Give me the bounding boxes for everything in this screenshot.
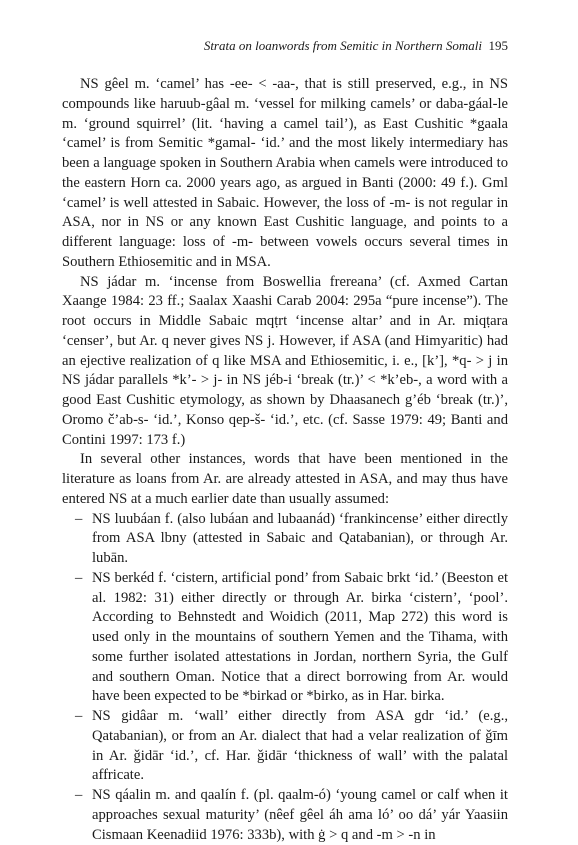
list-item-text: NS gidâar m. ‘wall’ either directly from ASA gdr ‘id.’ (e.g., Qatabanian), or from an Ar. dialect that had a velar realization of ǧīm in Ar. ǧidār ‘id.’, cf. Har. ǧidār ‘thickness of wall’ with the palatal affricate. (92, 708, 508, 783)
running-title: Strata on loanwords from Semitic in Northern Somali (204, 38, 482, 54)
list-dash: – (75, 510, 82, 530)
list-item (62, 510, 508, 569)
list-dash: – (75, 786, 82, 806)
paragraph-gel: NS gêel m. ‘camel’ has -ee- < -aa-, that is still preserved, e.g., in NS compounds like haruub-gâal m. ‘vessel for milking camels’ or daba-gáal-le m. ‘ground squirrel’ (lit. ‘having a camel tail’), as East Cushitic *gaala ‘camel’ is from Semitic *gamal- ‘id.’ and the most likely intermediary has been a language spoken in Southern Arabia when camels were introduced to the eastern Horn ca. 2000 years ago, as argued in Banti (2000: 49 f.). Gml ‘camel’ is well attested in Sabaic. However, the loss of -m- is not regular in ASA, nor in NS or any known East Cushitic language, and points to a different language: loss of -m- between vowels occurs several times in Southern Ethiosemitic and in MSA. (62, 75, 508, 273)
list-item-text: NS luubáan f. (also lubáan and lubaanád) ‘frankincense’ either directly from ASA lbny (attested in Sabaic and Qatabanian), or through Ar. lubān. (92, 511, 508, 567)
paragraph-jadar: NS jádar m. ‘incense from Boswellia frereana’ (cf. Axmed Cartan Xaange 1984: 23 ff.; Saalax Xaashi Carab 2004: 295a “pure incense”). The root occurs in Middle Sabaic mqṭrt ‘incense altar’ and in Ar. miqṭara ‘censer’, but Ar. q never gives NS j. However, if ASA (and Himyaritic) had an ejective realization of q like MSA and Ethiosemitic, i. e., [k’], *q- > j in NS jádar parallels *k’- > j- in NS jéb-i ‘break (tr.)’ < *k’eb-, a word with a good East Cushitic etymology, as shown by Dhaasanech g’éb ‘break (tr.)’, Oromo č’ab-s- ‘id.’, Konso qep-š- ‘id.’, etc. (cf. Sasse 1979: 49; Banti and Contini 1997: 173 f.) (62, 273, 508, 451)
body-text (62, 75, 508, 845)
page-number: 195 (489, 38, 509, 54)
page-header (62, 38, 508, 58)
list-dash: – (75, 569, 82, 589)
list-item (62, 786, 508, 845)
list-item-text: NS qáalin m. and qaalín f. (pl. qaalm-ó) ‘young camel or calf when it approaches sexual maturity’ (nêef gêel áh ama ló’ oo dá’ yár Yaasiin Cismaan Keenadiid 1976: 333b), with ġ > q and -m > -n in (92, 787, 508, 843)
list-item (62, 569, 508, 707)
list-item (62, 707, 508, 786)
list-dash: – (75, 707, 82, 727)
list-item-text: NS berkéd f. ‘cistern, artificial pond’ from Sabaic brkt ‘id.’ (Beeston et al. 1982: 31) either directly or through Ar. birka ‘cistern’, ‘pool’. According to Behnstedt and Woidich (2011, Map 272) this word is used only in the mountains of southern Yemen and the Tihama, with some further isolated attestations in Jordan, northern Syria, the Gulf and southern Oman. Notice that a direct borrowing from Ar. would have been expected to be *birkad or *birko, as in Har. birka. (92, 570, 508, 705)
paragraph-intro-list: In several other instances, words that have been mentioned in the literature as loans from Ar. are already attested in ASA, and may thus have entered NS at a much earlier date than usually assumed: (62, 450, 508, 509)
loanword-list (62, 510, 508, 845)
